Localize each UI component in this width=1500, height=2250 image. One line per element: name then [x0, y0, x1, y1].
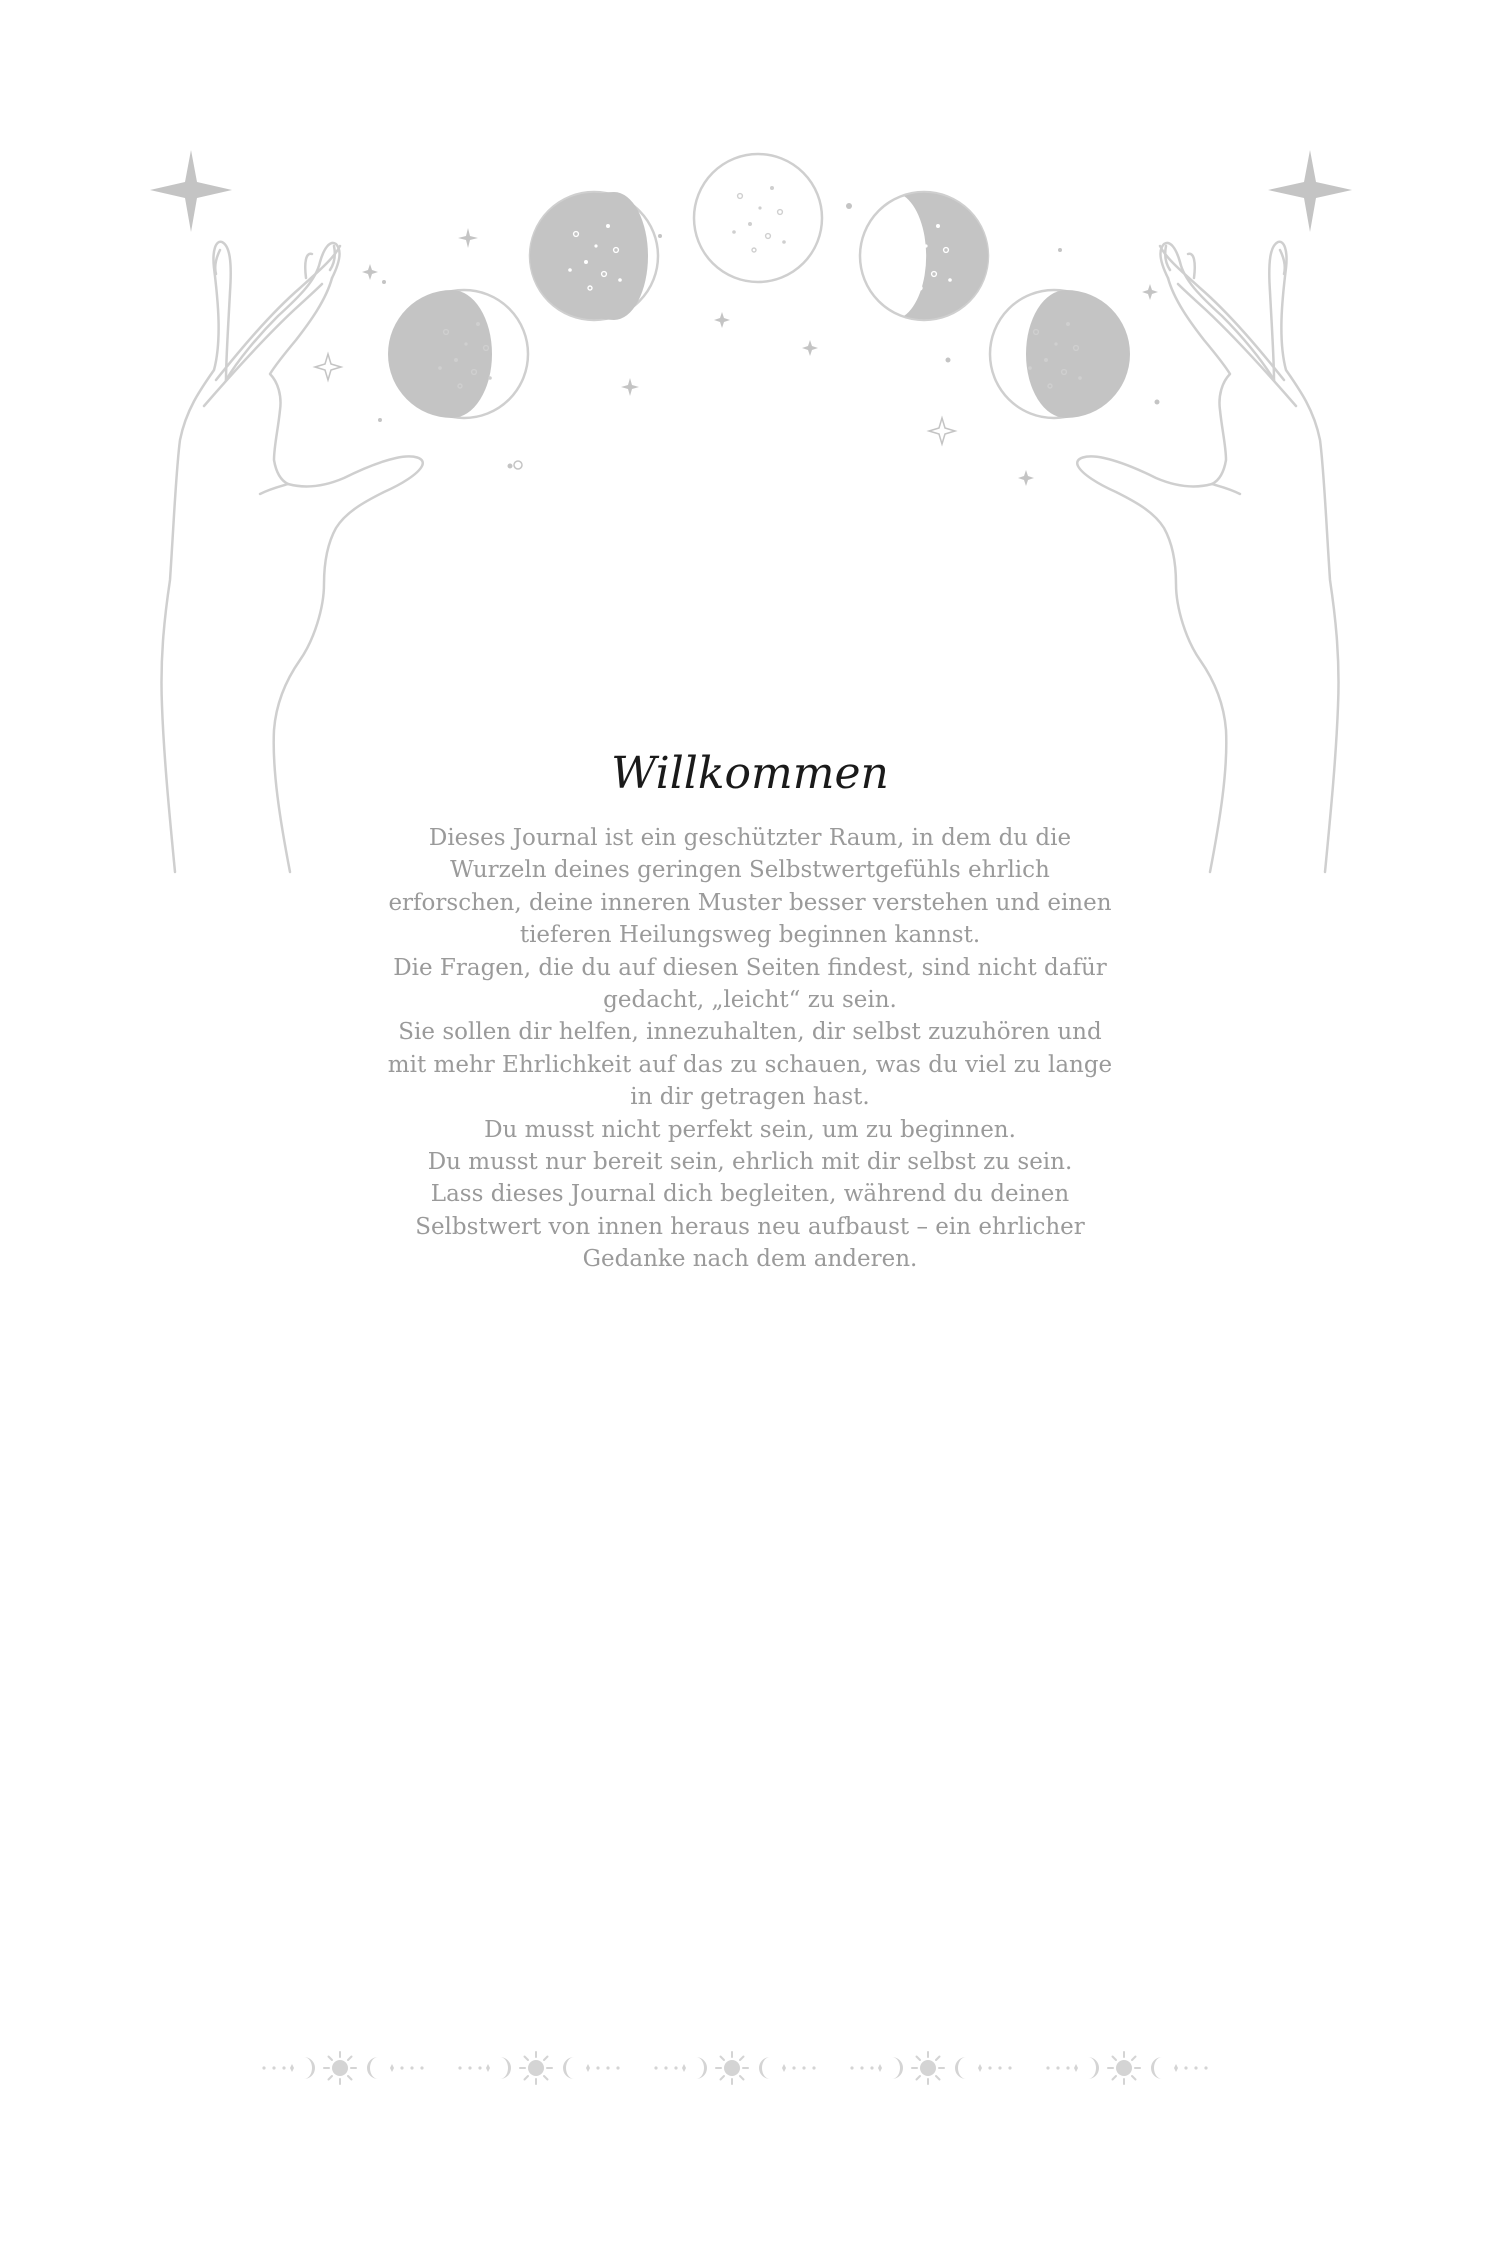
text-line: Du musst nur bereit sein, ehrlich mit dir selbst zu sein. — [427, 1149, 1073, 1176]
text-line: Sie sollen dir helfen, innezuhalten, dir selbst zuzuhören und — [398, 1019, 1102, 1046]
text-line: Die Fragen, die du auf diesen Seiten findest, sind nicht dafür — [393, 954, 1107, 981]
text-line: Wurzeln deines geringen Selbstwertgefühls ehrlich — [450, 857, 1050, 884]
text-line: Du musst nicht perfekt sein, um zu beginnen. — [484, 1116, 1016, 1143]
page-title: Willkommen — [611, 748, 889, 799]
text-line: gedacht, „leicht“ zu sein. — [603, 987, 897, 1014]
text-line: Selbstwert von innen heraus neu aufbaust – ein ehrlicher — [415, 1213, 1085, 1240]
text-line: mit mehr Ehrlichkeit auf das zu schauen, was du viel zu lange — [387, 1051, 1113, 1078]
text-line: Lass dieses Journal dich begleiten, während du deinen — [430, 1181, 1070, 1208]
text-line: Gedanke nach dem anderen. — [582, 1246, 918, 1273]
text-line: in dir getragen hast. — [630, 1084, 870, 1111]
text-line: tieferen Heilungsweg beginnen kannst. — [519, 922, 981, 949]
welcome-text — [380, 822, 1120, 1276]
sparkle-star-icon — [1268, 150, 1352, 232]
moon-phases-icon — [388, 154, 1130, 418]
footer-ornament — [260, 2048, 1240, 2088]
text-line: Dieses Journal ist ein geschützter Raum, in dem du die — [428, 825, 1072, 851]
sparkle-star-icon — [150, 150, 232, 232]
text-line: erforschen, deine inneren Muster besser verstehen und einen — [388, 889, 1112, 916]
